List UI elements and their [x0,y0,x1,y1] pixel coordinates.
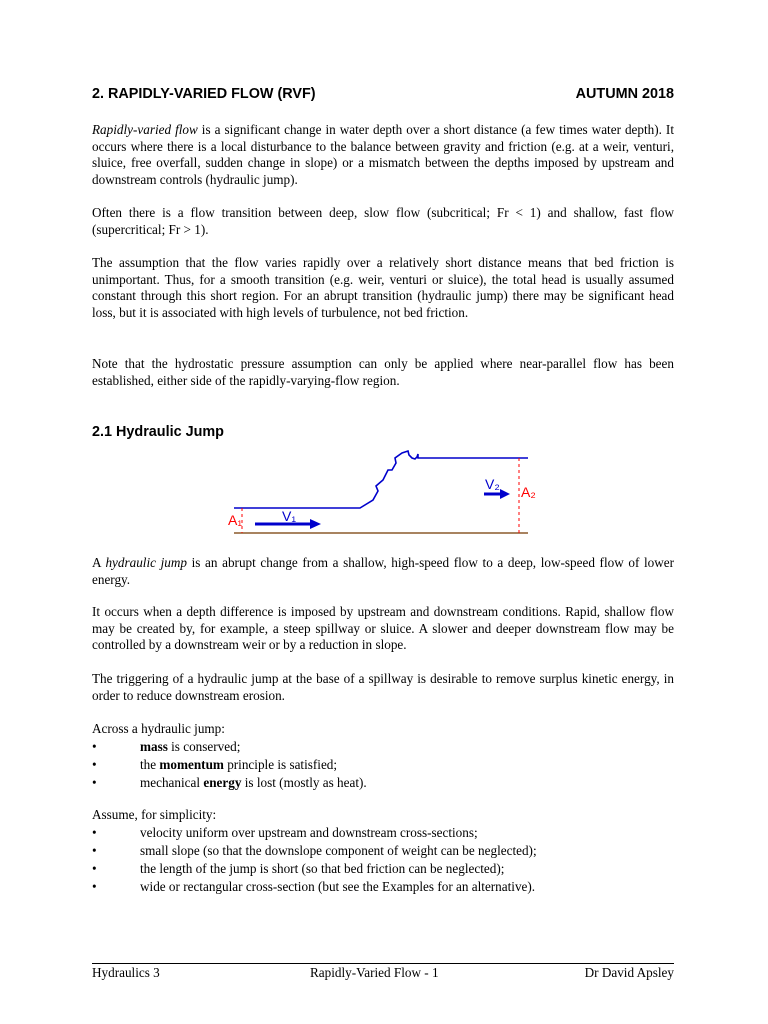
footer-page-label: Rapidly-Varied Flow - 1 [310,965,439,980]
jump-paragraph-3: The triggering of a hydraulic jump at the base of a spillway is desirable to remove surplus kinetic energy, in order to reduce downstream erosion. [92,671,674,703]
footer-author: Dr David Apsley [584,965,674,980]
bullet: • [92,879,97,894]
hydraulic-jump-term: hydraulic jump [105,555,187,570]
list-item: • small slope (so that the downslope component of weight can be neglected); [92,843,537,858]
list-item: • mechanical energy is lost (mostly as heat). [92,775,367,790]
jump-paragraph-1 [92,555,674,588]
velocity-arrowhead-v2 [500,489,510,499]
label-a2: A₂ [521,484,536,500]
intro-p1-text: is a significant change in water depth over a short distance (a few times water depth). It occurs where there is a local disturbance to the balance between gravity and friction (e.g. at a weir, venturi, sluice, free overfall, sudden change in slope) or a mismatch between the depths imposed by upstream and downstream controls (hydraulic jump). [92,122,674,187]
bullet: • [92,739,97,754]
list-item: • the momentum principle is satisfied; [92,757,338,772]
footer-divider [92,963,674,964]
bullet: • [92,843,97,858]
list-item: • velocity uniform over upstream and downstream cross-sections; [92,825,478,840]
across-list [92,739,674,793]
rvf-term: Rapidly-varied flow [92,122,198,137]
bullet: • [92,861,97,876]
keyword-momentum: momentum [159,757,224,772]
jump-p1-lead: A [92,555,106,570]
assume-list [92,825,674,897]
jump-p1-text: is an abrupt change from a shallow, high-speed flow to a deep, low-speed flow of lower energy. [92,555,674,587]
label-v1: V₁ [282,508,297,524]
label-v2: V₂ [485,476,500,492]
velocity-arrowhead-v1 [310,519,321,529]
keyword-energy: energy [203,775,242,790]
keyword-mass: mass [140,739,168,754]
list-item: • the length of the jump is short (so that bed friction can be neglected); [92,861,505,876]
water-surface [234,451,528,508]
jump-paragraph-2: It occurs when a depth difference is imposed by upstream and downstream conditions. Rapid, shallow flow may be created by, for example, a steep spillway or sluice. A slower and deeper downstream flow may be controlled by a downstream weir or by a reduction in slope. [92,604,674,653]
footer-course: Hydraulics 3 [92,965,160,980]
across-intro: Across a hydraulic jump: [92,721,225,736]
list-item: • wide or rectangular cross-section (but see the Examples for an alternative). [92,879,536,894]
intro-paragraph-2: Often there is a flow transition between deep, slow flow (subcritical; Fr < 1) and shallow, fast flow (supercritical; Fr > 1). [92,205,674,237]
bullet: • [92,775,97,790]
assume-intro: Assume, for simplicity: [92,807,217,822]
list-item: • mass is conserved; [92,739,241,754]
chapter-title: 2. RAPIDLY-VARIED FLOW (RVF) [92,86,316,102]
section-heading: 2.1 Hydraulic Jump [92,424,224,440]
intro-paragraph-3: The assumption that the flow varies rapidly over a relatively short distance means that bed friction is unimportant. Thus, for a smooth transition (e.g. weir, venturi or sluice), the total head is usually assumed constant through this short region. For an abrupt transition (hydraulic jump) there may be significant head loss, but it is associated with high levels of turbulence, not bed friction. [92,255,674,320]
bullet: • [92,757,97,772]
term-label: AUTUMN 2018 [575,86,674,102]
label-a1: A₁ [228,512,243,528]
bullet: • [92,825,97,840]
intro-paragraph-4: Note that the hydrostatic pressure assumption can only be applied where near-parallel flow has been established, either side of the rapidly-varying-flow region. [92,356,674,388]
